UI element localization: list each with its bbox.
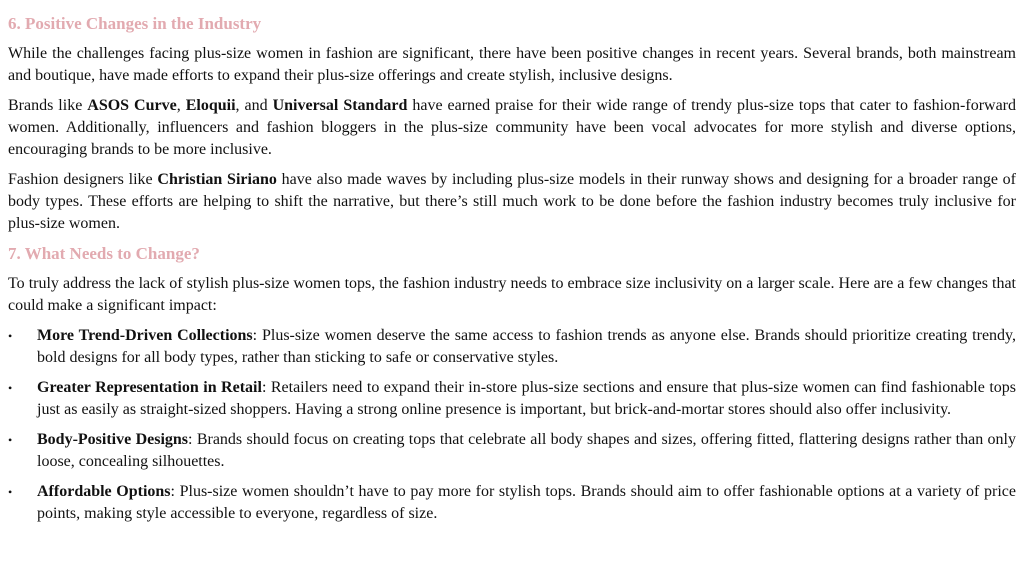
list-item [8, 481, 1016, 525]
list-item-title: Affordable Options [37, 483, 171, 500]
list-item-title: Body-Positive Designs [37, 431, 189, 448]
section-6-paragraph-1: While the challenges facing plus-size women in fashion are significant, there have been positive changes in recent years. Several brands, both mainstream and boutique, have made efforts to expand their plus-size offerings and create stylish, inclusive designs. [8, 45, 1016, 84]
section-6-heading: 6. Positive Changes in the Industry [8, 14, 262, 33]
list-item [8, 377, 1016, 421]
list-item-text: : Plus-size women deserve the same access to fashion trends as anyone else. Brands should prioritize creating trendy, bold designs for all body types, rather than sticking to safe or conservative styles. [37, 327, 1017, 366]
section-7-heading: 7. What Needs to Change? [8, 244, 200, 263]
list-item-text: : Brands should focus on creating tops that celebrate all body shapes and sizes, offering fitted, flattering designs rather than only loose, concealing silhouettes. [37, 431, 1017, 470]
changes-list [8, 325, 1016, 525]
article-body [8, 8, 1016, 533]
paragraph-text: have also made waves by including plus-size models in their runway shows and designing for a broader range of body types. These efforts are helping to shift the narrative, but there’s still much work to be done before the fashion industry becomes truly inclusive for plus-size women. [8, 171, 1017, 232]
paragraph-text: , [176, 97, 186, 114]
bullet-icon: • [8, 329, 13, 343]
paragraph-text: , and [235, 97, 273, 114]
section-6-paragraph-3 [8, 169, 1016, 235]
paragraph-text: have earned praise for their wide range of trendy plus-size tops that cater to fashion-forward women. Additionally, influencers and fashion bloggers in the plus-size community have been vocal advocates for more stylish and diverse options, encouraging brands to be more inclusive. [8, 97, 1017, 158]
bullet-icon: • [8, 485, 13, 499]
list-item [8, 429, 1016, 473]
list-item-title: More Trend-Driven Collections [37, 327, 253, 344]
section-6-paragraph-2 [8, 95, 1016, 161]
list-item-text: : Plus-size women shouldn’t have to pay more for stylish tops. Brands should aim to offer fashionable options at a variety of price points, making style accessible to everyone, regardless of size. [37, 483, 1016, 522]
bullet-icon: • [8, 433, 13, 447]
brand-eloquii: Eloquii [185, 97, 236, 114]
paragraph-text: Fashion designers like [8, 171, 158, 188]
brand-asos-curve: ASOS Curve [87, 97, 177, 114]
section-7-intro: To truly address the lack of stylish plus-size women tops, the fashion industry needs to embrace size inclusivity on a larger scale. Here are a few changes that could make a significant impact: [8, 275, 1016, 314]
list-item-text: : Retailers need to expand their in-store plus-size sections and ensure that plus-size women can find fashionable tops just as easily as straight-sized shoppers. Having a strong online presence is important, but brick-and-mortar stores should also offer inclusivity. [37, 379, 1016, 418]
list-item [8, 325, 1016, 369]
bullet-icon: • [8, 381, 13, 395]
paragraph-text: Brands like [8, 97, 88, 114]
list-item-title: Greater Representation in Retail [37, 379, 262, 396]
brand-universal-standard: Universal Standard [272, 97, 408, 114]
designer-christian-siriano: Christian Siriano [157, 171, 277, 188]
